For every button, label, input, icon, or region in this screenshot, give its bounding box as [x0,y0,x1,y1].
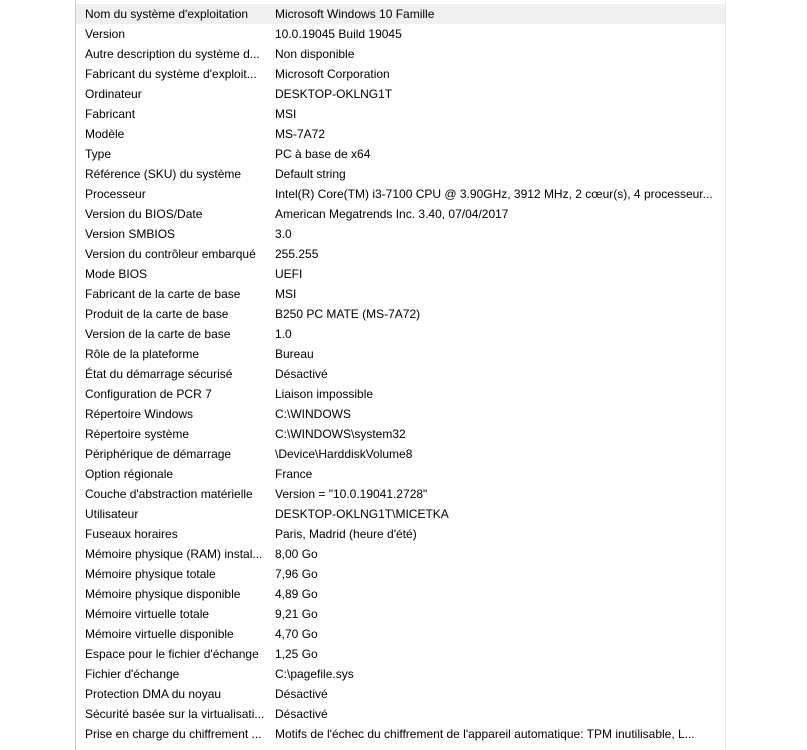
item-label: Répertoire système [85,427,190,441]
item-value: DESKTOP-OKLNG1T\MICETKA [275,507,449,521]
item-value: 1,25 Go [275,647,318,661]
item-value: 4,89 Go [275,587,318,601]
item-label: Répertoire Windows [85,407,194,421]
item-label: Type [85,147,112,161]
item-value: 9,21 Go [275,607,318,621]
item-value: Non disponible [275,47,355,61]
item-label: Espace pour le fichier d'échange [85,647,259,661]
item-value: Default string [275,167,346,181]
list-item[interactable] [76,624,725,644]
item-label: Nom du système d'exploitation [85,7,249,21]
item-value: 7,96 Go [275,567,318,581]
item-value: C:\WINDOWS\system32 [275,427,406,441]
item-label: Prise en charge du chiffrement ... [85,727,262,741]
list-item[interactable] [76,404,725,424]
item-label: État du démarrage sécurisé [85,367,233,381]
item-label: Version du BIOS/Date [85,207,203,221]
item-value: France [275,467,313,481]
list-item[interactable] [76,484,725,504]
list-item[interactable] [76,84,725,104]
item-label: Fichier d'échange [85,667,180,681]
item-label: Processeur [85,187,146,201]
item-label: Mémoire virtuelle totale [85,607,210,621]
item-value: \Device\HarddiskVolume8 [275,447,413,461]
list-item[interactable] [76,724,725,744]
list-item[interactable] [76,344,725,364]
item-value: 255.255 [275,247,319,261]
item-label: Mémoire physique (RAM) instal... [85,547,263,561]
list-item[interactable] [76,464,725,484]
list-item[interactable] [76,24,725,44]
list-item[interactable] [76,504,725,524]
item-value: Microsoft Windows 10 Famille [275,7,435,21]
list-item[interactable] [76,684,725,704]
item-label: Fabricant de la carte de base [85,287,241,301]
list-item[interactable] [76,364,725,384]
item-value: 8,00 Go [275,547,318,561]
item-value: MS-7A72 [275,127,326,141]
item-label: Mémoire virtuelle disponible [85,627,234,641]
item-value: American Megatrends Inc. 3.40, 07/04/2017 [275,207,509,221]
item-value: Intel(R) Core(TM) i3-7100 CPU @ 3.90GHz, 3912 MHz, 2 cœur(s), 4 processeur... [275,187,713,201]
item-label: Protection DMA du noyau [85,687,222,701]
item-label: Mémoire physique totale [85,567,216,581]
item-label: Utilisateur [85,507,139,521]
list-item[interactable] [76,104,725,124]
item-value: Désactivé [275,687,328,701]
item-value: Désactivé [275,707,328,721]
list-item[interactable] [76,324,725,344]
list-item[interactable] [76,544,725,564]
item-label: Version SMBIOS [85,227,176,241]
list-item[interactable] [76,204,725,224]
item-label: Fabricant [85,107,136,121]
list-item[interactable] [76,64,725,84]
item-value: C:\pagefile.sys [275,667,354,681]
list-item[interactable] [76,584,725,604]
item-label: Mode BIOS [85,267,148,281]
list-item[interactable] [76,564,725,584]
item-value: 3.0 [275,227,292,241]
item-label: Configuration de PCR 7 [85,387,212,401]
item-value: MSI [275,287,297,301]
item-label: Mémoire physique disponible [85,587,241,601]
list-item[interactable] [76,244,725,264]
item-value: Microsoft Corporation [275,67,390,81]
list-item[interactable] [76,224,725,244]
item-value: C:\WINDOWS [275,407,351,421]
item-value: UEFI [275,267,303,281]
list-item[interactable] [76,384,725,404]
list-item[interactable] [76,604,725,624]
item-value: Paris, Madrid (heure d'été) [275,527,417,541]
item-label: Version [85,27,126,41]
list-item[interactable] [76,424,725,444]
item-value: MSI [275,107,297,121]
list-item[interactable] [76,704,725,724]
item-value: 10.0.19045 Build 19045 [275,27,402,41]
item-label: Produit de la carte de base [85,307,229,321]
item-label: Couche d'abstraction matérielle [85,487,253,501]
item-value: Motifs de l'échec du chiffrement de l'appareil automatique: TPM inutilisable, L... [275,727,695,741]
item-value: DESKTOP-OKLNG1T [275,87,393,101]
item-value: Bureau [275,347,314,361]
item-label: Référence (SKU) du système [85,167,242,181]
item-value: B250 PC MATE (MS-7A72) [275,307,421,321]
item-label: Version de la carte de base [85,327,231,341]
list-item[interactable] [76,304,725,324]
item-label: Modèle [85,127,125,141]
item-value: 4,70 Go [275,627,318,641]
item-label: Périphérique de démarrage [85,447,232,461]
list-item[interactable] [76,524,725,544]
list-item[interactable] [76,284,725,304]
list-item[interactable] [76,4,725,24]
item-value: PC à base de x64 [275,147,371,161]
item-label: Rôle de la plateforme [85,347,200,361]
item-label: Fuseaux horaires [85,527,178,541]
list-item[interactable] [76,664,725,684]
list-item[interactable] [76,44,725,64]
item-label: Ordinateur [85,87,142,101]
item-label: Fabricant du système d'exploit... [85,67,257,81]
list-item[interactable] [76,124,725,144]
list-item[interactable] [76,184,725,204]
item-label: Autre description du système d... [85,47,260,61]
item-value: 1.0 [275,327,292,341]
item-value: Désactivé [275,367,328,381]
list-item[interactable] [76,444,725,464]
list-item[interactable] [76,164,725,184]
item-label: Option régionale [85,467,174,481]
list-item[interactable] [76,644,725,664]
item-value: Version = "10.0.19041.2728" [275,487,428,501]
list-item[interactable] [76,264,725,284]
item-value: Liaison impossible [275,387,374,401]
list-item[interactable] [76,144,725,164]
system-summary-list[interactable] [75,0,726,750]
item-label: Sécurité basée sur la virtualisati... [85,707,265,721]
item-label: Version du contrôleur embarqué [85,247,256,261]
